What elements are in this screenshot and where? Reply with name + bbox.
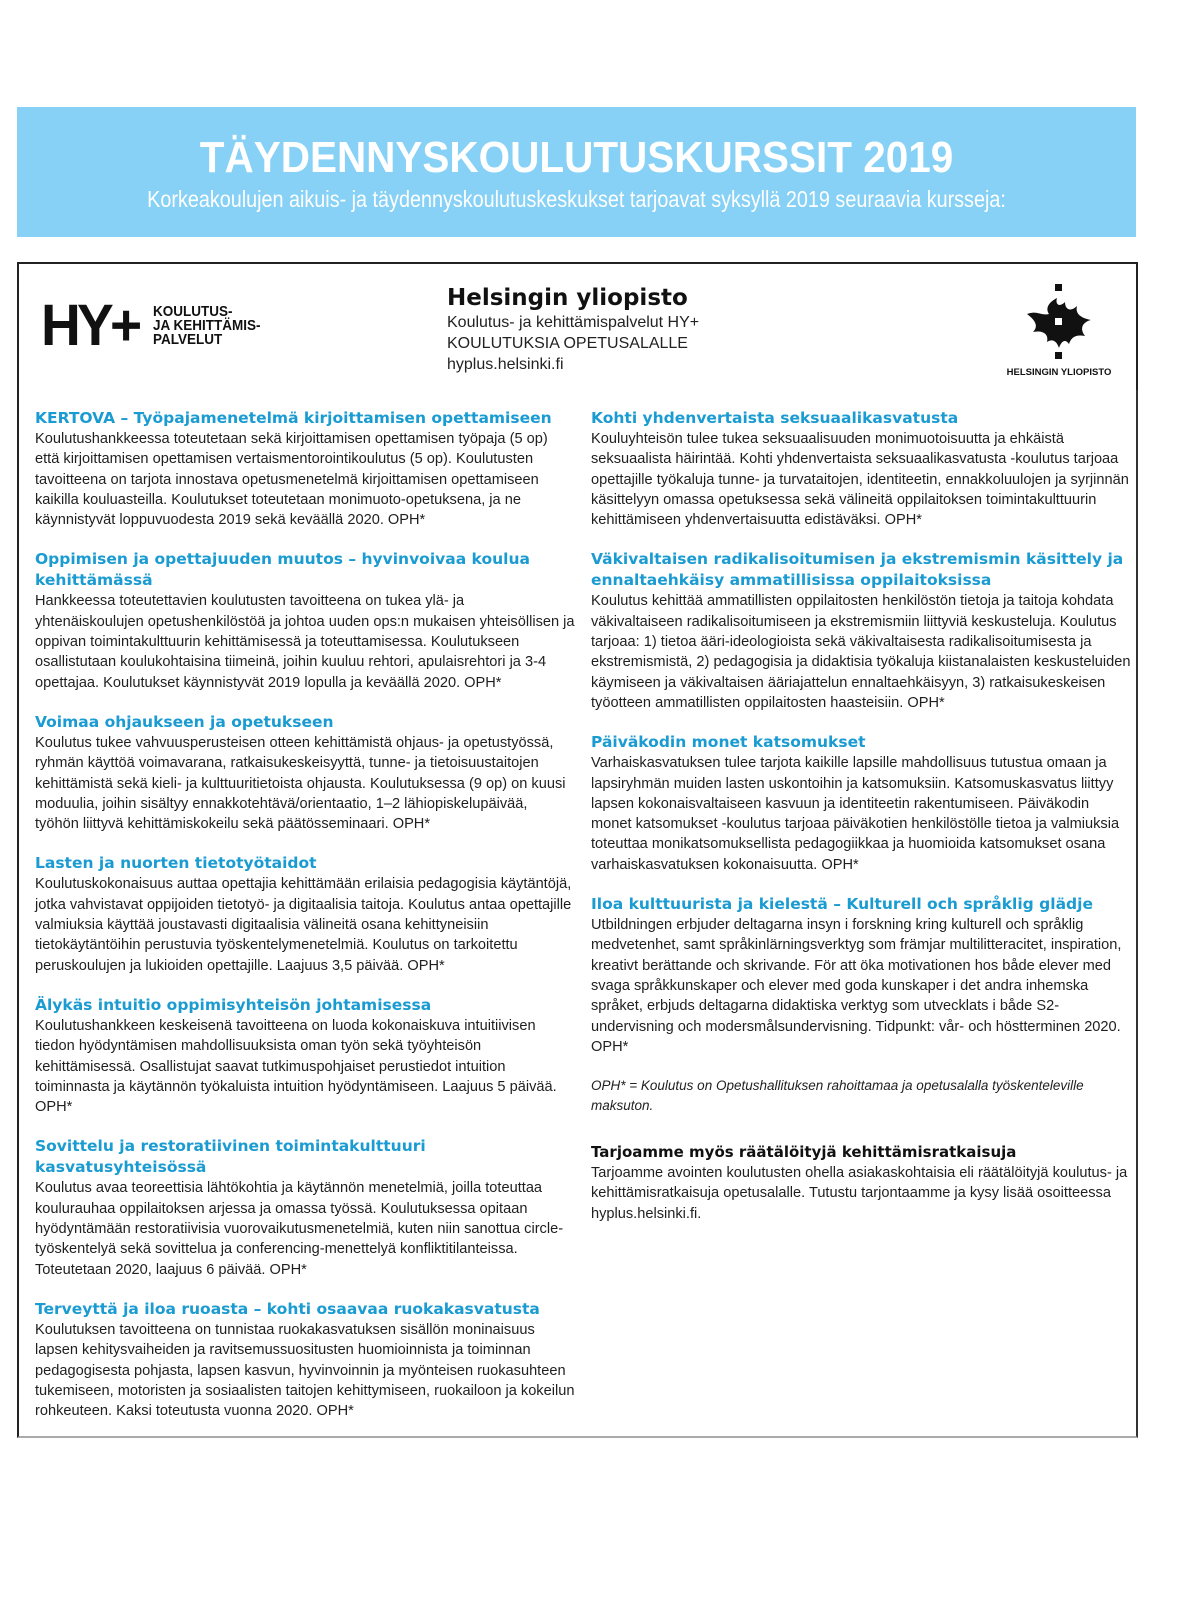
course-item [591, 732, 1131, 875]
university-logo [1004, 284, 1114, 378]
course-title: Kohti yhdenvertaista seksuaalikasvatusta [591, 409, 959, 427]
banner-title: TÄYDENNYSKOULUTUSKURSSIT 2019 [199, 133, 954, 182]
course-item [35, 1136, 575, 1279]
provider-header [17, 262, 1138, 392]
custom-solutions-description: Tarjoamme avointen koulutusten ohella asiakaskohtaisia eli räätälöityjä koulutus- ja kehittämisratkaisuja opetusalalle. Tutustu tarjontaamme ja kysy lisää osoitteessa hyplus.helsinki.fi. [591, 1165, 1128, 1222]
provider-unit: Koulutus- ja kehittämispalvelut HY+ [447, 314, 700, 331]
course-description: Varhaiskasvatuksen tulee tarjota kaikille lapsille mahdollisuus tutustua omaan ja lapsiryhmän muiden lasten uskontoihin ja katsomuksiin. Katsomuskasvatus liittyy lapsen kokonaisvaltaiseen kasvuun ja identiteetin rakentumiseen. Päiväkodin monet katsomukset -koulutus tarjoaa päiväkotien henkilöstölle tietoa ja valmiuksia toteuttaa monikatsomuksellista pedagogiikkaa ja huomioida katsomukset osana varhaiskasvatuksen kokonaisuutta. OPH* [591, 755, 1120, 873]
course-title: Lasten ja nuorten tietotyötaidot [35, 854, 317, 873]
title-banner [17, 107, 1136, 237]
course-description: Koulutus kehittää ammatillisten oppilaitosten henkilöstön tietoja ja taitoja kohdata väkivaltaiseen radikalisoitumiseen ja ekstremismiin liittyviä keskusteluja. Koulutus tarjoaa: 1) tietoa ääri-ideologioista sekä väkivaltaisesta radikalisoitumisesta ja ekstremismistä, 2) pedagogisia ja didaktisia työkaluja kiistanalaisten keskusteluiden käymiseen ja väkivaltaisen ääriajattelun ennaltaehkäisyyn, 3) ratkaisukeskeisen työotteen ammatillisten oppilaitosten haasteisiin. OPH* [591, 593, 1131, 711]
course-title: Terveyttä ja iloa ruoasta – kohti osaavaa ruokakasvatusta [35, 1299, 540, 1318]
course-title: Väkivaltaisen radikalisoitumisen ja ekstremismin käsittely ja ennaltaehkäisy ammatillisissa oppilaitoksissa [591, 550, 1124, 590]
course-description: Hankkeessa toteutettavien koulutusten tavoitteena on tukea ylä- ja yhtenäiskoulujen opetushenkilöstöä ja johtoa uuden ops:n mukaisen yhteisöllisen ja oppivan toimintakulttuurin kehittämisessä ja toteuttamisessa. Koulutukseen osallistutaan koulukohtaisina tiimeinä, joihin kuuluu rehtori, apulaisrehtori ja 3-4 opettajaa. Koulutukset käynnistyvät 2019 lopulla ja keväällä 2020. OPH* [35, 593, 575, 691]
course-item [35, 1299, 575, 1421]
banner-subtitle: Korkeakoulujen aikuis- ja täydennyskoulutuskeskukset tarjoavat syksyllä 2019 seuraavia kursseja: [147, 186, 1006, 212]
course-description: Koulutuskokonaisuus auttaa opettajia kehittämään erilaisia pedagogisia käytäntöjä, jotka vahvistavat oppijoiden tietotyö- ja digitaalisia taitoja. Koulutus antaa opettajille valmiuksia käyttää joustavasti digitaalisia välineitä osana kehittyneisiin tietokäytäntöihin perustuvia työskentelymenetelmiä. Koulutus on tarkoitettu peruskoulujen ja lukioiden opettajille. Laajuus 3,5 päivää. OPH* [35, 876, 572, 974]
course-listing [17, 390, 1138, 1438]
hy-plus-logo-text [153, 305, 261, 347]
course-title: Sovittelu ja restoratiivinen toimintakulttuuri kasvatusyhteisössä [35, 1137, 426, 1177]
provider-info [447, 284, 699, 375]
course-item [591, 894, 1131, 1057]
hy-plus-logo [41, 293, 273, 358]
course-item [35, 853, 575, 975]
course-item [35, 712, 575, 834]
custom-solutions-section [591, 1142, 1131, 1224]
course-title: Iloa kulttuurista ja kielestä – Kulturell och språklig glädje [591, 895, 1093, 914]
helsinki-university-flame-icon [1019, 284, 1099, 360]
course-title: Voimaa ohjaukseen ja opetukseen [35, 712, 334, 731]
course-description: Koulutus avaa teoreettisia lähtökohtia ja käytännön menetelmiä, joilla toteuttaa koulurauhaa oppilaitoksen arjessa ja omassa työssä. Koulutuksessa opitaan hyödyntämään restoratiivisia vuorovaikutusmenetelmiä, kuten niin sanottua circle-työskentelyä sekä sovittelua ja conferencing-menettelyä konfliktitilanteissa. Toteutetaan 2020, laajuus 6 päivää. OPH* [35, 1180, 564, 1278]
course-item [35, 995, 575, 1117]
hy-plus-mark: HY+ [41, 293, 139, 358]
course-title: Oppimisen ja opettajuuden muutos – hyvinvoivaa koulua kehittämässä [35, 550, 530, 590]
course-title: Älykäs intuitio oppimisyhteisön johtamisessa [35, 995, 432, 1014]
hy-logo-text-line: JA KEHITTÄMIS- [153, 317, 261, 334]
course-title: Päiväkodin monet katsomukset [591, 733, 866, 752]
provider-name: Helsingin yliopisto [447, 285, 688, 311]
course-description: Koulutushankkeen keskeisenä tavoitteena on luoda kokonaiskuva intuitiivisen tiedon hyödyntämisen mahdollisuuksista oman työn sekä työyhteisön kehittämisessä. Osallistujat saavat tutkimuspohjaiset perustiedot intuition toiminnasta ja käytännön työkaluista intuition hyödyntämiseen. Laajuus 5 päivää. OPH* [35, 1017, 557, 1116]
course-description: Utbildningen erbjuder deltagarna insyn i forskning kring kulturell och språklig medvetenhet, samt språkinlärningsverktyg som främjar multilitteracitet, inspiration, kreativt berättande och skrivande. För att öka motivationen hos både elever med svaga språkkunskaper och elever med goda kunskaper i det andra inhemska språket, erbjuds deltagarna didaktiska verktyg som utvecklats i både S2-undervisning och modersmålsundervisning. Tidpunkt: vår- och höstterminen 2020. OPH* [591, 917, 1122, 1055]
university-logo-caption: HELSINGIN YLIOPISTO [1006, 367, 1112, 378]
hy-logo-text-line: PALVELUT [153, 331, 223, 348]
course-title: KERTOVA – Työpajamenetelmä kirjoittamisen opettamiseen [35, 409, 552, 427]
hy-logo-text-line: KOULUTUS- [153, 303, 233, 320]
right-column [591, 408, 1131, 1224]
oph-footnote: OPH* = Koulutus on Opetushallituksen rahoittamaa ja opetusalalla työskenteleville maksuton. [591, 1078, 1084, 1114]
left-column [35, 408, 575, 1440]
provider-website-link[interactable]: hyplus.helsinki.fi [447, 356, 564, 373]
course-description: Kouluyhteisön tulee tukea seksuaalisuuden monimuotoisuutta ja ehkäistä seksuaalista häirintää. Kohti yhdenvertaista seksuaalikasvatusta -koulutus tarjoaa opettajille työkaluja tunne- ja turvataitojen, identiteetin, ennakkoluulojen ja syrjinnän käsittelyyn omassa opetuksessa sekä välineitä oppilaitoksen toimintakulttuurin kehittämiseen yhdenvertaisuutta edistäväksi. OPH* [591, 431, 1129, 529]
course-item [35, 408, 575, 530]
course-item [35, 549, 575, 692]
provider-tagline: KOULUTUKSIA OPETUSALALLE [447, 335, 688, 352]
course-item [591, 408, 1131, 530]
course-description: Koulutuksen tavoitteena on tunnistaa ruokakasvatuksen sisällön moninaisuus lapsen kehitysvaiheiden ja ravitsemussuositusten huomioinnista ja toiminnan pedagogisesta pohjasta, lapsen kasvun, hyvinvoinnin ja myönteisen ruokasuhteen tukemiseen, motoristen ja sosiaalisten taitojen kehittymiseen, ruokailoon ja kokeilun rohkeuteen. Kaksi toteutusta vuonna 2020. OPH* [35, 1321, 575, 1420]
custom-solutions-title: Tarjoamme myös räätälöityjä kehittämisratkaisuja [591, 1143, 1017, 1162]
course-description: Koulutushankkeessa toteutetaan sekä kirjoittamisen opettamisen työpaja (5 op) että kirjoittamisen opettamisen vertaismentorointikoulutus (5 op). Koulutusten tavoitteena on tarjota innostava opetusmenetelmä kirjoittamisen opettamiseen kaikilla kouluasteilla. Koulutukset toteutetaan monimuoto-opetuksena, ja ne käynnistyvät loppuvuodesta 2019 sekä keväällä 2020. OPH* [35, 431, 548, 529]
course-item [591, 549, 1131, 713]
course-description: Koulutus tukee vahvuusperusteisen otteen kehittämistä ohjaus- ja opetustyössä, ryhmän käyttöä voimavarana, ratkaisukeskeisyyttä, tunne- ja tietoisuustaitojen kehittämistä sekä kieli- ja kulttuuritietoista ohjausta. Koulutuksessa (9 op) on kuusi moduulia, joihin sisältyy ennakkotehtävä/orientaatio, 1–2 lähiopiskelupäivää, työhön liittyvä kehittämiskokeilu sekä päätösseminaari. OPH* [35, 734, 566, 833]
